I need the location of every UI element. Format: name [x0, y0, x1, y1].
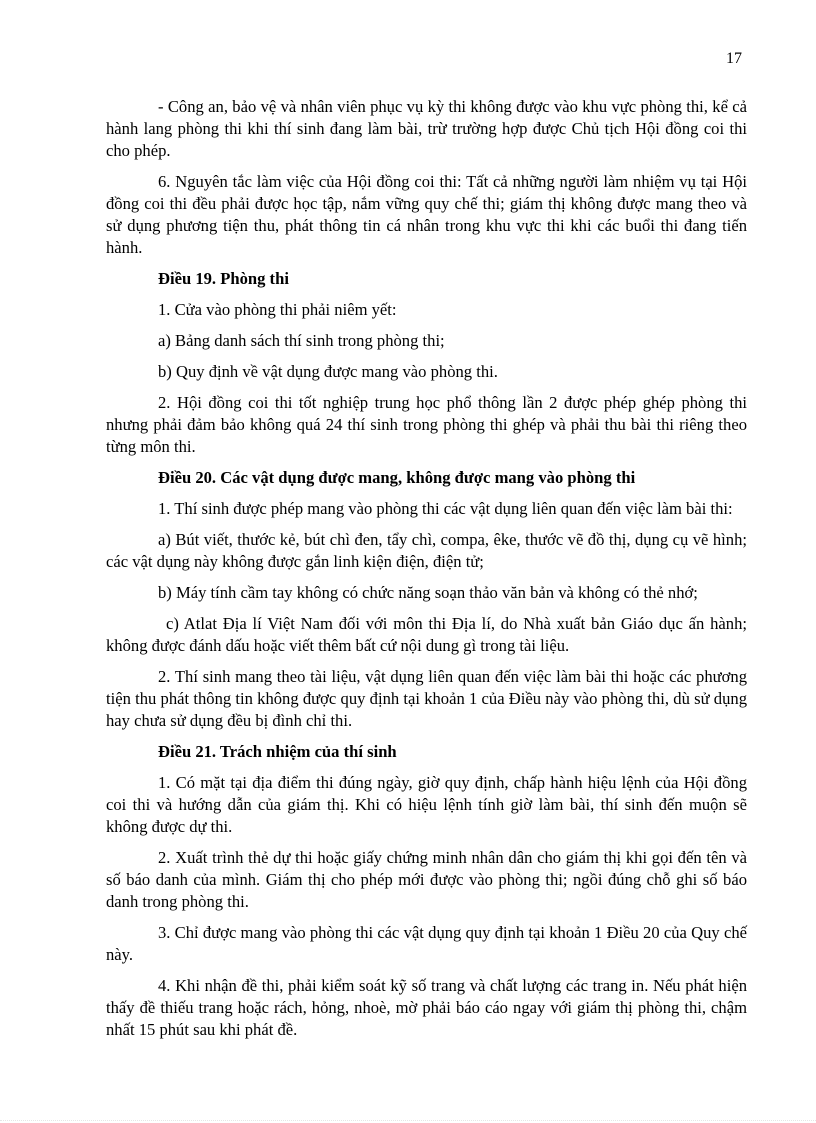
document-body: [106, 96, 747, 1050]
paragraph: 4. Khi nhận đề thi, phải kiểm soát kỹ số trang và chất lượng các trang in. Nếu phát hiện thấy đề thiếu trang hoặc rách, hỏng, nhoè, mờ phải báo cáo ngay với giám thị phòng thi, chậm nhất 15 phút sau khi phát đề.: [106, 976, 747, 1039]
paragraph: 1. Cửa vào phòng thi phải niêm yết:: [158, 300, 397, 319]
paragraph: 2. Thí sinh mang theo tài liệu, vật dụng liên quan đến việc làm bài thi hoặc các phương tiện thu phát thông tin không được quy định tại khoản 1 của Điều này vào phòng thi, dù sử dụng hay chưa sử dụng đều bị đình chỉ thi.: [106, 667, 747, 730]
paragraph: b) Máy tính cầm tay không có chức năng soạn thảo văn bản và không có thẻ nhớ;: [158, 583, 698, 602]
section-heading: Điều 19. Phòng thi: [158, 269, 289, 288]
paragraph: 1. Có mặt tại địa điểm thi đúng ngày, giờ quy định, chấp hành hiệu lệnh của Hội đồng coi thi và hướng dẫn của giám thị. Khi có hiệu lệnh tính giờ làm bài, thí sinh đến muộn sẽ không được dự thi.: [106, 773, 747, 836]
paragraph: a) Bút viết, thước kẻ, bút chì đen, tẩy chì, compa, êke, thước vẽ đồ thị, dụng cụ vẽ hình; các vật dụng này không được gắn linh kiện điện, điện tử;: [106, 530, 747, 571]
section-heading: Điều 21. Trách nhiệm của thí sinh: [158, 742, 397, 761]
paragraph: 3. Chỉ được mang vào phòng thi các vật dụng quy định tại khoản 1 Điều 20 của Quy chế này.: [106, 923, 747, 964]
paragraph: b) Quy định về vật dụng được mang vào phòng thi.: [158, 362, 498, 381]
paragraph: c) Atlat Địa lí Việt Nam đối với môn thi Địa lí, do Nhà xuất bản Giáo dục ấn hành; không được đánh dấu hoặc viết thêm bất cứ nội dung gì trong tài liệu.: [106, 614, 747, 655]
page-bottom-rule: [0, 1120, 816, 1121]
paragraph: 2. Xuất trình thẻ dự thi hoặc giấy chứng minh nhân dân cho giám thị khi gọi đến tên và số báo danh của mình. Giám thị cho phép mới được vào phòng thi; ngồi đúng chỗ ghi số báo danh trong phòng thi.: [106, 848, 747, 911]
paragraph: 2. Hội đồng coi thi tốt nghiệp trung học phổ thông lần 2 được phép ghép phòng thi nhưng phải đảm bảo không quá 24 thí sinh trong phòng thi ghép và phải thu bài thi riêng theo từng môn thi.: [106, 393, 747, 456]
page-number: 17: [726, 50, 742, 67]
paragraph: 6. Nguyên tắc làm việc của Hội đồng coi thi: Tất cả những người làm nhiệm vụ tại Hội đồng coi thi đều phải được học tập, nắm vững quy chế thi; giám thị không được mang theo và sử dụng phương tiện thu, phát thông tin cá nhân trong khu vực thi khi các buổi thi đang tiến hành.: [106, 172, 747, 257]
paragraph: 1. Thí sinh được phép mang vào phòng thi các vật dụng liên quan đến việc làm bài thi:: [158, 499, 733, 518]
paragraph: - Công an, bảo vệ và nhân viên phục vụ kỳ thi không được vào khu vực phòng thi, kể cả hành lang phòng thi khi thí sinh đang làm bài, trừ trường hợp được Chủ tịch Hội đồng coi thi cho phép.: [106, 97, 747, 160]
section-heading: Điều 20. Các vật dụng được mang, không được mang vào phòng thi: [158, 468, 636, 487]
paragraph: a) Bảng danh sách thí sinh trong phòng thi;: [158, 331, 445, 350]
